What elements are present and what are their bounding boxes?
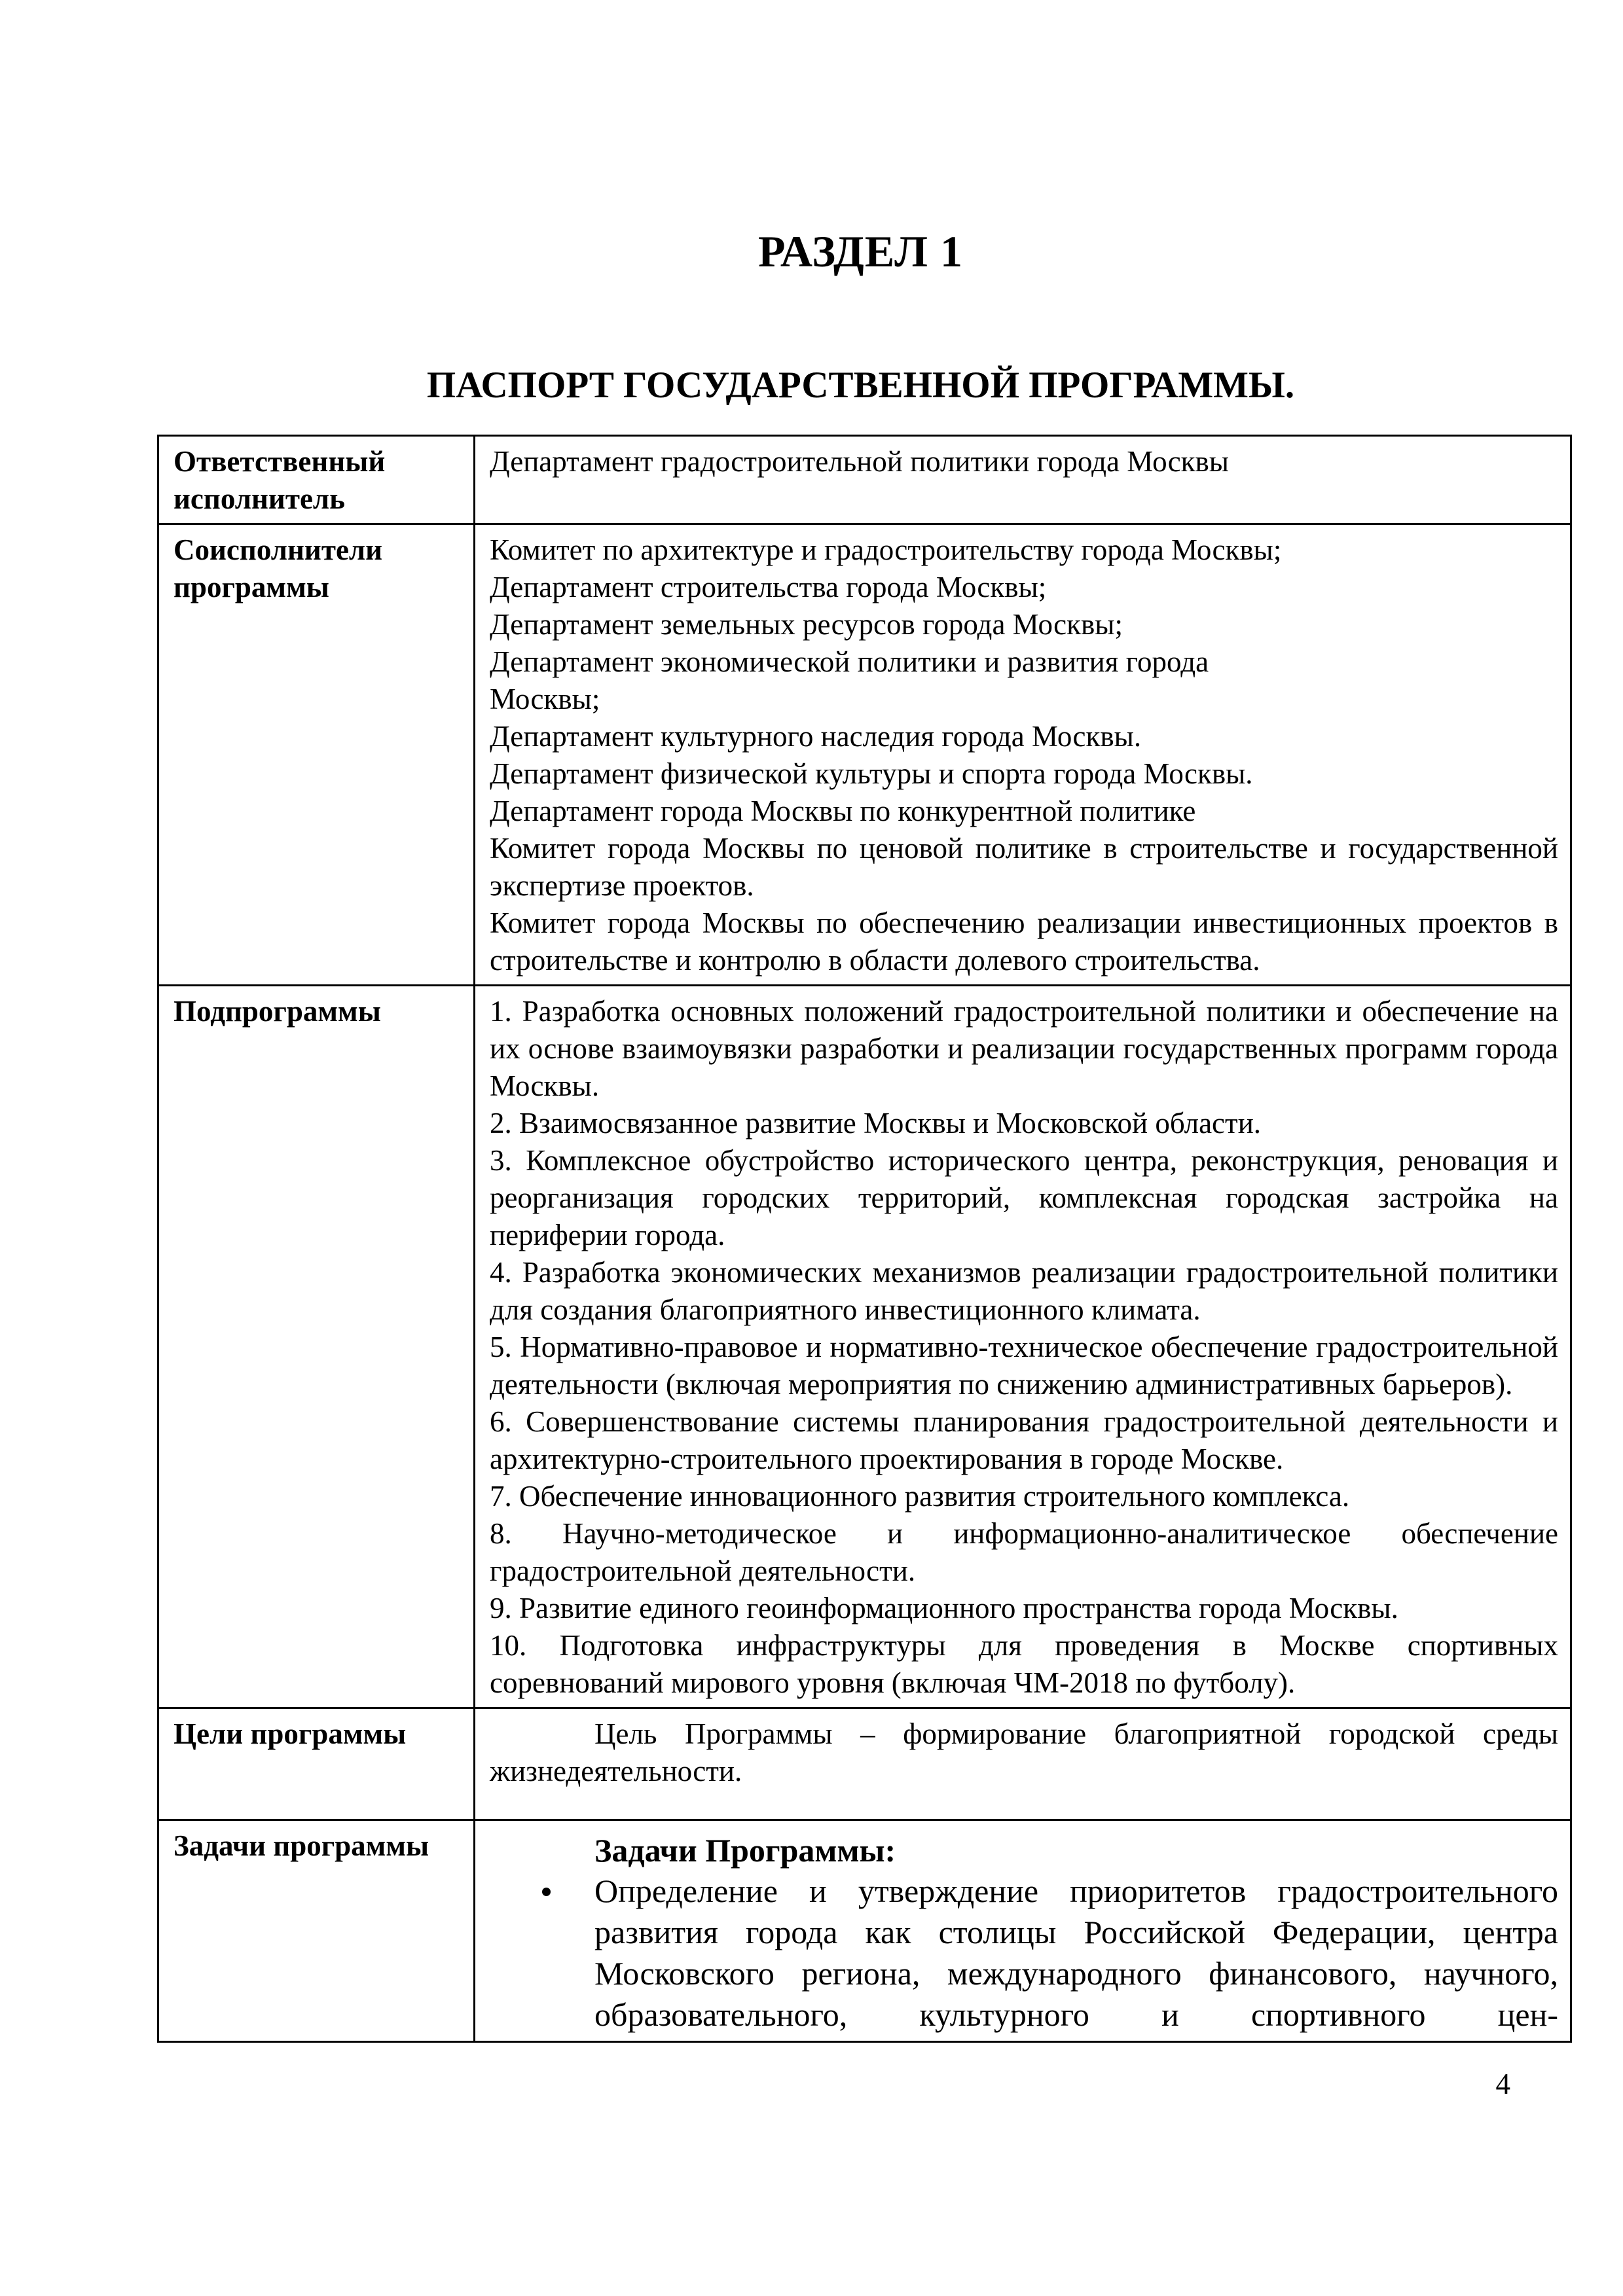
table-row-coexecutors (158, 524, 1571, 986)
list-item: 1. Разработка основных положений градостроительной политики и обеспечение на их основе взаимоувязки разработки и реализации государственных программ города Москвы. (490, 995, 1558, 1102)
section-title: РАЗДЕЛ 1 (758, 226, 963, 276)
list-item: Комитет города Москвы по обеспечению реализации инвестиционных проектов в строительстве и контролю в области долевого строительства. (490, 906, 1558, 977)
list-item: 6. Совершенствование системы планирования градостроительной деятельности и архитектурно-строительного проектирования в городе Москве. (490, 1405, 1558, 1475)
list-item: Департамент строительства города Москвы; (490, 571, 1047, 603)
list-item: 3. Комплексное обустройство исторического центра, реконструкция, реновация и реорганизация городских территорий, комплексная городская застройка на периферии города. (490, 1144, 1558, 1251)
list-item: 10. Подготовка инфраструктуры для проведения в Москве спортивных соревнований мирового уровня (включая ЧМ-2018 по футболу). (490, 1629, 1558, 1699)
row-content-goals (475, 1708, 1571, 1820)
list-item: Департамент экономической политики и развития города (490, 645, 1209, 678)
list-item: Департамент культурного наследия города Москвы. (490, 720, 1142, 753)
list-item: 7. Обеспечение инновационного развития строительного комплекса. (490, 1480, 1350, 1513)
list-item: Москвы; (490, 683, 600, 715)
list-item: Департамент физической культуры и спорта города Москвы. (490, 757, 1253, 790)
row-label-executor: Ответственный исполнитель (158, 436, 475, 524)
table-row-tasks (158, 1820, 1571, 2042)
list-item: Департамент земельных ресурсов города Москвы; (490, 608, 1123, 641)
list-item: Комитет города Москвы по ценовой политике в строительстве и государственной экспертизе проектов. (490, 832, 1558, 902)
list-item: 9. Развитие единого геоинформационного пространства города Москвы. (490, 1592, 1398, 1624)
bullet-icon (542, 1888, 551, 1896)
page-number: 4 (1495, 2068, 1510, 2100)
list-item (490, 1871, 1558, 2036)
table-row-subprograms (158, 986, 1571, 1708)
list-item: Департамент города Москвы по конкурентной политике (490, 795, 1196, 827)
row-label-subprograms: Подпрограммы (158, 986, 475, 1708)
row-label-tasks: Задачи программы (158, 1820, 475, 2042)
passport-title: ПАСПОРТ ГОСУДАРСТВЕННОЙ ПРОГРАММЫ. (426, 365, 1295, 406)
tasks-heading: Задачи Программы: (594, 1832, 896, 1869)
goal-text: Цель Программы – формирование благоприятной городской среды жизнедеятельности. (490, 1717, 1558, 1787)
row-content-coexecutors (475, 524, 1571, 986)
row-content-tasks (475, 1820, 1571, 2042)
task-text: Определение и утверждение приоритетов градостроительного развития города как столицы Российской Федерации, центра Московского региона, международного финансового, научного, образовательного, культурного и спортивного цен- (594, 1873, 1558, 2033)
table-row-goals (158, 1708, 1571, 1820)
list-item: 2. Взаимосвязанное развитие Москвы и Московской области. (490, 1107, 1262, 1139)
list-item: 5. Нормативно-правовое и нормативно-техническое обеспечение градостроительной деятельности (включая мероприятия по снижению административных барьеров). (490, 1331, 1558, 1401)
list-item: 8. Научно-методическое и информационно-аналитическое обеспечение градостроительной деятельности. (490, 1517, 1558, 1587)
passport-table (157, 435, 1572, 2043)
row-label-coexecutors: Соисполнители программы (158, 524, 475, 986)
row-content-subprograms (475, 986, 1571, 1708)
row-content-executor: Департамент градостроительной политики города Москвы (475, 436, 1571, 524)
table-row-executor (158, 436, 1571, 524)
list-item: 4. Разработка экономических механизмов реализации градостроительной политики для создания благоприятного инвестиционного климата. (490, 1256, 1558, 1326)
list-item: Комитет по архитектуре и градостроительству города Москвы; (490, 533, 1282, 566)
row-label-goals: Цели программы (158, 1708, 475, 1820)
